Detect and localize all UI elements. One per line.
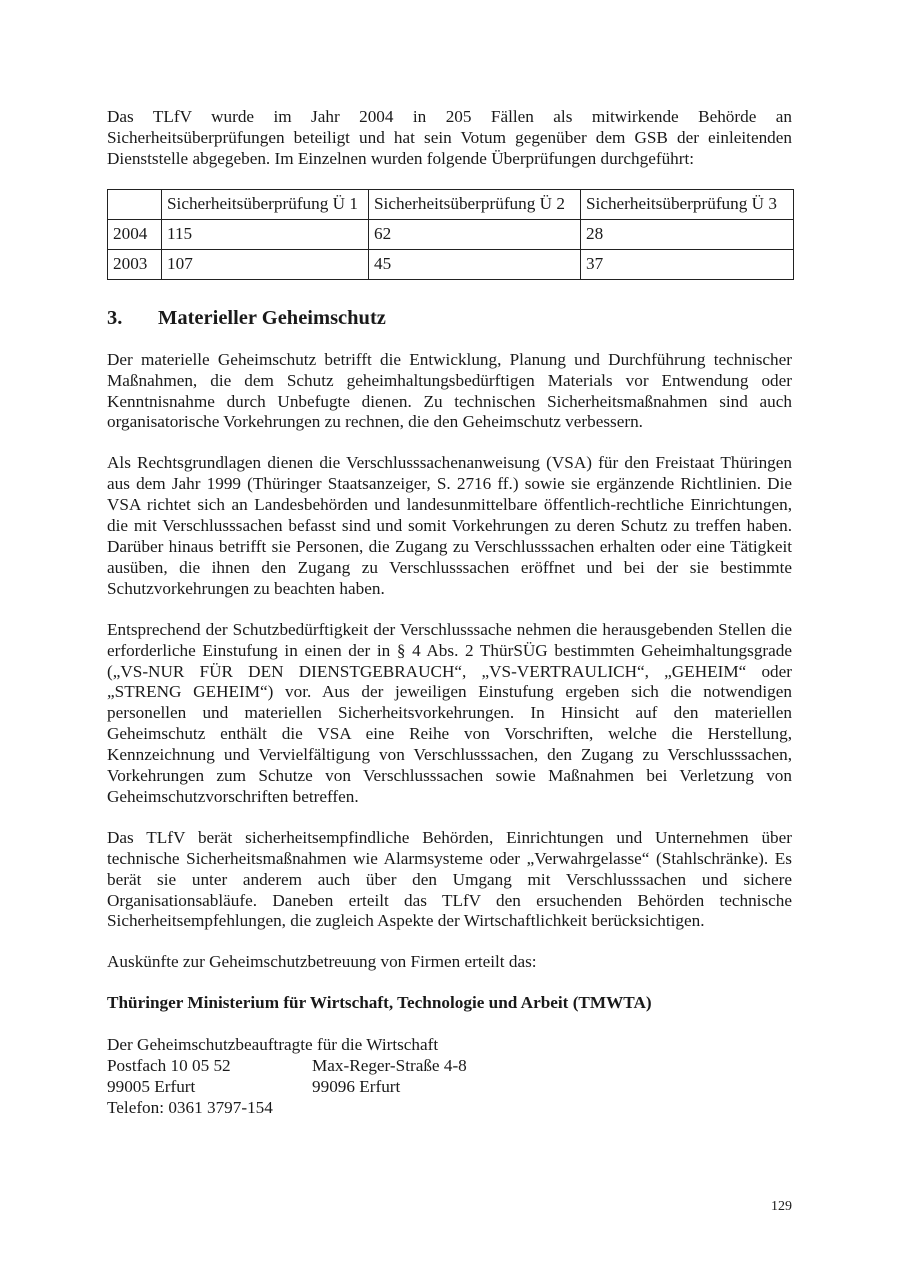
table-cell: 37 (581, 249, 794, 279)
page-content (107, 107, 792, 1119)
table-cell: 28 (581, 219, 794, 249)
table-header-cell: Sicherheitsüberprüfung Ü 3 (581, 189, 794, 219)
body-paragraph: Als Rechtsgrundlagen dienen die Verschlusssachenanweisung (VSA) für den Freistaat Thüringen aus dem Jahr 1999 (Thüringer Staatsanzeiger, S. 2716 ff.) sowie sie ergänzende Richtlinien. Die VSA richtet sich an Landesbehörden und landesunmittelbare öffentlich-rechtliche Einrichtungen, die mit Verschlusssachen befasst sind und somit Vorkehrungen zu deren Schutz zu treffen haben. Darüber hinaus betrifft sie Personen, die Zugang zu Verschlusssachen erhalten oder eine Tätigkeit ausüben, die ihnen den Zugang zu Verschlusssachen eröffnet und bei der sie bestimmte Schutzvorkehrungen zu beachten haben. (107, 453, 792, 598)
table-header-cell: Sicherheitsüberprüfung Ü 1 (162, 189, 369, 219)
body-paragraph: Der materielle Geheimschutz betrifft die Entwicklung, Planung und Durchführung technischer Maßnahmen, die dem Schutz geheimhaltungsbedürftigen Materials vor Entwendung oder Kenntnisnahme durch Unbefugte dienen. Zu technischen Sicherheitsmaßnahmen sind auch organisatorische Vorkehrungen zu rechnen, die den Geheimschutz verbessern. (107, 349, 792, 432)
phone-number: Telefon: 0361 3797-154 (107, 1097, 273, 1117)
street-address: Max-Reger-Straße 4-8 (312, 1056, 467, 1076)
table-cell: 107 (162, 249, 369, 279)
address-row (107, 1056, 792, 1077)
table-row (108, 219, 794, 249)
intro-paragraph: Das TLfV wurde im Jahr 2004 in 205 Fällen als mitwirkende Behörde an Sicherheitsüberprüfungen beteiligt und hat sein Votum gegenüber dem GSB der einleitenden Dienststelle abgegeben. Im Einzelnen wurden folgende Überprüfungen durchgeführt: (107, 107, 792, 168)
table-cell: 115 (162, 219, 369, 249)
table-header-cell (108, 189, 162, 219)
security-check-table (107, 189, 794, 280)
section-number: 3. (107, 306, 123, 329)
table-cell: 62 (369, 219, 581, 249)
body-paragraph: Auskünfte zur Geheimschutzbetreuung von Firmen erteilt das: (107, 952, 537, 972)
table-cell: 45 (369, 249, 581, 279)
body-paragraph: Das TLfV berät sicherheitsempfindliche Behörden, Einrichtungen und Unternehmen über technische Sicherheitsmaßnahmen wie Alarmsysteme oder „Verwahrgelasse“ (Stahlschränke). Es berät sie unter anderem auch über den Umgang mit Verschlusssachen und sichere Organisationsabläufe. Daneben erteilt das TLfV den ersuchenden Behörden technische Sicherheitsempfehlungen, die zugleich Aspekte der Wirtschaftlichkeit berücksichtigen. (107, 827, 792, 931)
contact-address (107, 1035, 792, 1119)
table-row (108, 249, 794, 279)
section-title: Materieller Geheimschutz (158, 306, 386, 329)
table-header-cell: Sicherheitsüberprüfung Ü 2 (369, 189, 581, 219)
body-paragraph: Entsprechend der Schutzbedürftigkeit der Verschlusssache nehmen die herausgebenden Stellen die erforderliche Einstufung in einen der in § 4 Abs. 2 ThürSÜG bestimmten Geheimhaltungsgrade („VS-NUR FÜR DEN DIENSTGEBRAUCH“, „VS-VERTRAULICH“, „GEHEIM“ oder „STRENG GEHEIM“) vor. Aus der jeweiligen Einstufung ergeben sich die notwendigen personellen und materiellen Sicherheitsvorkehrungen. In Hinsicht auf den materiellen Geheimschutz enthält die VSA eine Reihe von Vorschriften, welche die Herstellung, Kennzeichnung und Vervielfältigung von Verschlusssachen, den Zugang zu Verschlusssachen, Vorkehrungen zum Schutze von Verschlusssachen sowie Maßnahmen bei Verletzung von Geheimschutzvorschriften betreffen. (107, 619, 792, 806)
contact-department: Der Geheimschutzbeauftragte für die Wirtschaft (107, 1035, 439, 1055)
postbox-city: 99005 Erfurt (107, 1077, 196, 1096)
table-header-row (108, 189, 794, 219)
table-cell-year: 2004 (108, 219, 162, 249)
page-number: 129 (771, 1199, 792, 1214)
ministry-name: Thüringer Ministerium für Wirtschaft, Technologie und Arbeit (TMWTA) (107, 993, 652, 1013)
postbox: Postfach 10 05 52 (107, 1056, 231, 1076)
section-heading (107, 306, 792, 330)
address-row (107, 1077, 792, 1098)
table-cell-year: 2003 (108, 249, 162, 279)
street-city: 99096 Erfurt (312, 1077, 401, 1096)
